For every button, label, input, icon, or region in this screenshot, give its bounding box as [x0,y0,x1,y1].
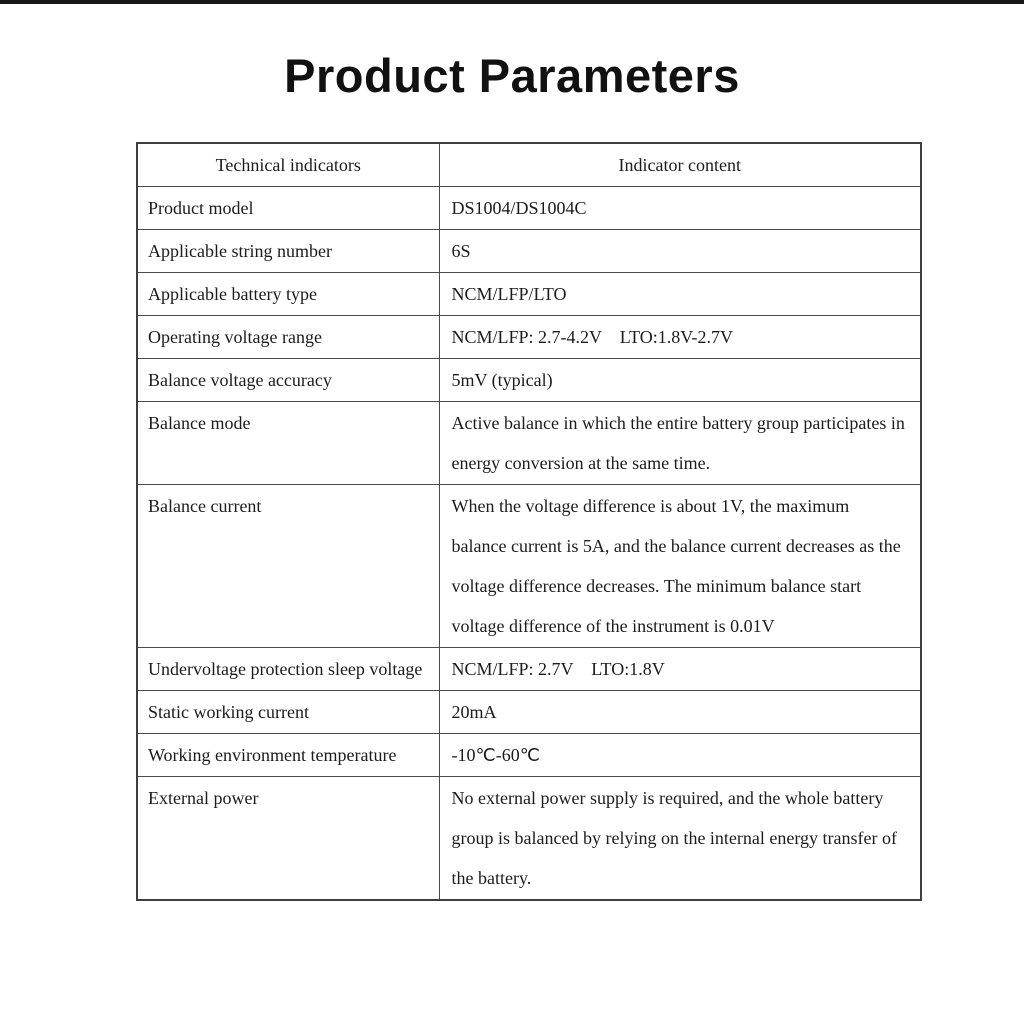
table-header-row [137,143,921,187]
row-label: Static working current [137,691,439,734]
header-technical-indicators: Technical indicators [137,143,439,187]
row-label: Balance voltage accuracy [137,359,439,402]
table-row [137,316,921,359]
product-parameters-table [136,142,922,901]
row-value: NCM/LFP/LTO [439,273,921,316]
table-row [137,648,921,691]
table-row [137,187,921,230]
row-label: Operating voltage range [137,316,439,359]
table-row [137,402,921,485]
row-value: 20mA [439,691,921,734]
row-label: Working environment temperature [137,734,439,777]
row-value: DS1004/DS1004C [439,187,921,230]
row-value: NCM/LFP: 2.7V LTO:1.8V [439,648,921,691]
table-row [137,691,921,734]
row-label: Product model [137,187,439,230]
row-value: 5mV (typical) [439,359,921,402]
row-label: Balance mode [137,402,439,485]
table-row [137,273,921,316]
top-edge-bar [0,0,1024,4]
row-value: 6S [439,230,921,273]
row-label: Balance current [137,485,439,648]
table-row [137,777,921,901]
row-value: -10℃-60℃ [439,734,921,777]
header-indicator-content: Indicator content [439,143,921,187]
table-row [137,230,921,273]
row-value: NCM/LFP: 2.7-4.2V LTO:1.8V-2.7V [439,316,921,359]
row-value: Active balance in which the entire battery group participates in energy conversion at the same time. [439,402,921,485]
row-label: Applicable battery type [137,273,439,316]
row-value: When the voltage difference is about 1V, the maximum balance current is 5A, and the balance current decreases as the voltage difference decreases. The minimum balance start voltage difference of the instrument is 0.01V [439,485,921,648]
table-row [137,485,921,648]
table-row [137,734,921,777]
page-title: Product Parameters [284,49,740,102]
table-row [137,359,921,402]
row-label: Undervoltage protection sleep voltage [137,648,439,691]
row-value: No external power supply is required, and the whole battery group is balanced by relying on the internal energy transfer of the battery. [439,777,921,901]
row-label: Applicable string number [137,230,439,273]
row-label: External power [137,777,439,901]
